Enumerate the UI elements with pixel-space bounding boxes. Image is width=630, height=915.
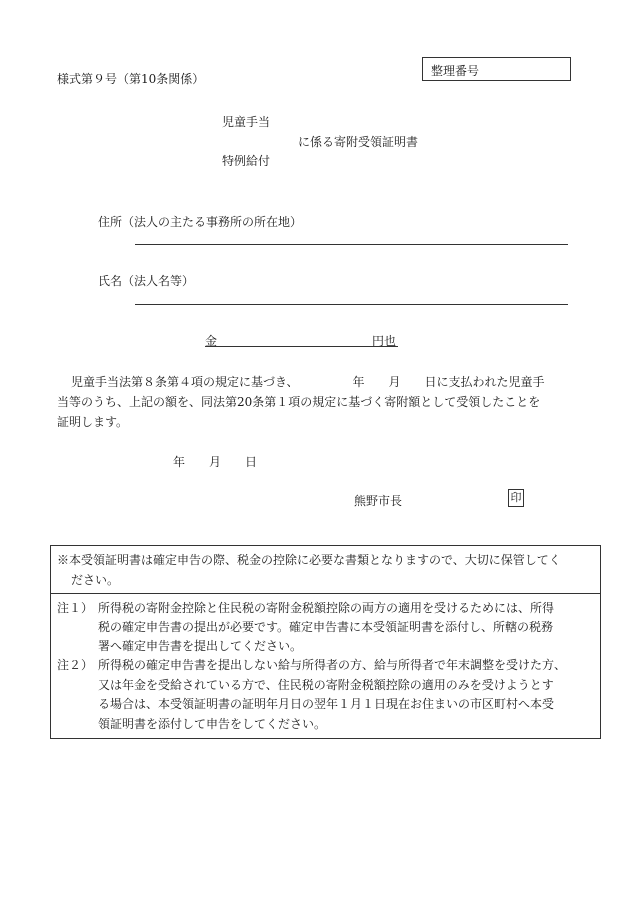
name-label: 氏名（法人名等） — [98, 274, 195, 288]
name-field-line[interactable] — [135, 304, 568, 305]
reference-number-label: 整理番号 — [431, 64, 480, 78]
notice-box — [50, 545, 601, 739]
reference-number-box[interactable] — [422, 57, 571, 81]
mayor-title: 熊野市長 — [354, 494, 403, 508]
note-1-label: 注１） — [57, 601, 94, 615]
note-2-label: 注２） — [57, 658, 94, 672]
title-line-1: 児童手当 — [222, 115, 271, 129]
notice-main-line-2: ださい。 — [71, 573, 120, 587]
amount-field-line[interactable] — [205, 346, 398, 347]
address-label: 住所（法人の主たる事務所の所在地） — [98, 215, 303, 229]
note-2-line-2: 又は年金を受給されている方で、住民税の寄附金税額控除の適用のみを受けようとす — [98, 678, 554, 692]
note-2-line-4: 領証明書を添付して申告をしてください。 — [98, 717, 327, 731]
address-field-line[interactable] — [135, 244, 568, 245]
amount-suffix: 円也 — [372, 334, 397, 348]
certification-date: 年 月 日 — [173, 455, 258, 469]
note-1-line-2: 税の確定申告書の提出が必要です。確定申告書に本受領証明書を添付し、所轄の税務 — [98, 620, 554, 634]
form-number: 様式第９号（第10条関係） — [57, 72, 205, 86]
body-line-1: 児童手当法第８条第４項の規定に基づき、 年 月 日に支払われた児童手 — [71, 375, 545, 389]
title-line-3: 特例給付 — [222, 154, 271, 168]
title-line-2: に係る寄附受領証明書 — [298, 135, 419, 149]
notice-main-line-1: ※本受領証明書は確定申告の際、税金の控除に必要な書類となりますので、大切に保管してく — [57, 553, 561, 567]
body-line-3: 証明します。 — [57, 415, 129, 429]
seal-mark: 印 — [508, 489, 524, 507]
body-line-2: 当等のうち、上記の額を、同法第20条第１項の規定に基づく寄附額として受領したことを — [57, 395, 541, 409]
amount-prefix: 金 — [205, 334, 218, 348]
note-1-line-1: 所得税の寄附金控除と住民税の寄附金税額控除の両方の適用を受けるためには、所得 — [98, 601, 555, 615]
note-2-line-1: 所得税の確定申告書を提出しない給与所得者の方、給与所得者で年末調整を受けた方、 — [98, 658, 567, 672]
note-2-line-3: る場合は、本受領証明書の証明年月日の翌年１月１日現在お住まいの市区町村へ本受 — [98, 697, 555, 711]
notice-divider — [51, 593, 600, 594]
note-1-line-3: 署へ確定申告書を提出してください。 — [98, 639, 303, 653]
